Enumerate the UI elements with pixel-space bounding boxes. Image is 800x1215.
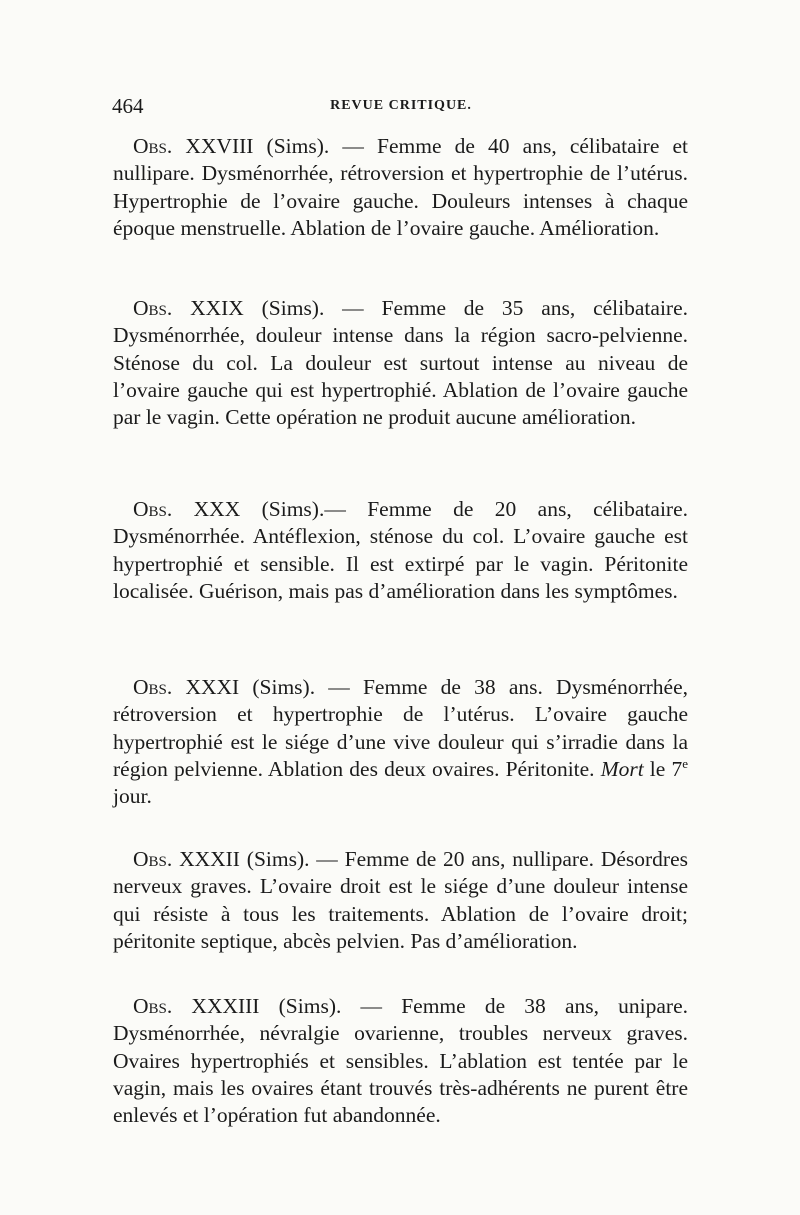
observation-label: Obs.	[133, 994, 173, 1018]
observation-33	[113, 993, 688, 1129]
observation-label: Obs.	[133, 675, 173, 699]
observation-29	[113, 295, 688, 431]
observation-label: Obs.	[133, 296, 173, 320]
observation-30	[113, 496, 688, 605]
observation-tail: le 7	[643, 756, 683, 781]
observation-31	[113, 674, 688, 810]
observation-heading: XXX (Sims).—	[172, 497, 368, 521]
page-header	[112, 94, 690, 124]
observation-text: Femme de 38 ans, unipare. Dysménorrhée, névralgie ovarienne, troubles nerveux graves. Ovaires hypertrophiés et sensibles. L’ablation est tentée par le vagin, mais les ovaires étant trouvés très-adhérents ne purent être enlevés et l’opération fut abandonnée.	[113, 994, 688, 1128]
observation-32	[113, 846, 688, 955]
observation-text: Femme de 35 ans, célibataire. Dysménorrhée, douleur intense dans la région sacro-pelvienne. Sténose du col. La douleur est surtout intense au niveau de l’ovaire gauche qui est hypertrophié. Ablation de l’ovaire gauche par le vagin. Cette opération ne produit aucune amélioration.	[113, 296, 688, 430]
observation-text: Femme de 20 ans, célibataire. Dysménorrhée. Antéflexion, sténose du col. L’ovaire gauche est hypertrophié et sensible. Il est extirpé par le vagin. Péritonite localisée. Guérison, mais pas d’amélioration dans les symptômes.	[113, 497, 688, 603]
observation-tail-end: jour.	[113, 784, 152, 809]
observation-28	[113, 133, 688, 242]
observation-label: Obs.	[133, 847, 173, 871]
observation-text: Femme de 40 ans, célibataire et nullipare. Dysménorrhée, rétroversion et hypertrophie de l’utérus. Hypertrophie de l’ovaire gauche. Douleurs intenses à chaque époque menstruelle. Ablation de l’ovaire gauche. Amélioration.	[113, 134, 688, 240]
observation-text: Femme de 38 ans. Dysménorrhée, rétroversion et hypertrophie de l’utérus. L’ovaire gauche hypertrophié est le siége d’une vive douleur qui s’irradie dans la région pelvienne. Ablation des deux ovaires. Péritonite.	[113, 675, 688, 781]
observation-heading: XXIX (Sims). —	[172, 296, 382, 320]
observation-heading: XXXIII (Sims). —	[172, 994, 402, 1018]
observation-heading: XXXII (Sims). —	[172, 847, 345, 871]
ordinal-superscript: e	[682, 755, 688, 771]
observation-label: Obs.	[133, 134, 173, 158]
page-number: 464	[112, 94, 144, 118]
running-title: REVUE CRITIQUE.	[330, 98, 472, 113]
observation-heading: XXXI (Sims). —	[172, 675, 363, 699]
observation-text: Femme de 20 ans, nullipare. Désordres nerveux graves. L’ovaire droit est le siége d’une douleur intense qui résiste à tous les traitements. Ablation de l’ovaire droit; péritonite septique, abcès pelvien. Pas d’amélioration.	[113, 847, 688, 953]
observation-heading: XXVIII (Sims). —	[172, 134, 378, 158]
observation-label: Obs.	[133, 497, 173, 521]
observation-italic-outcome: Mort	[600, 756, 644, 781]
